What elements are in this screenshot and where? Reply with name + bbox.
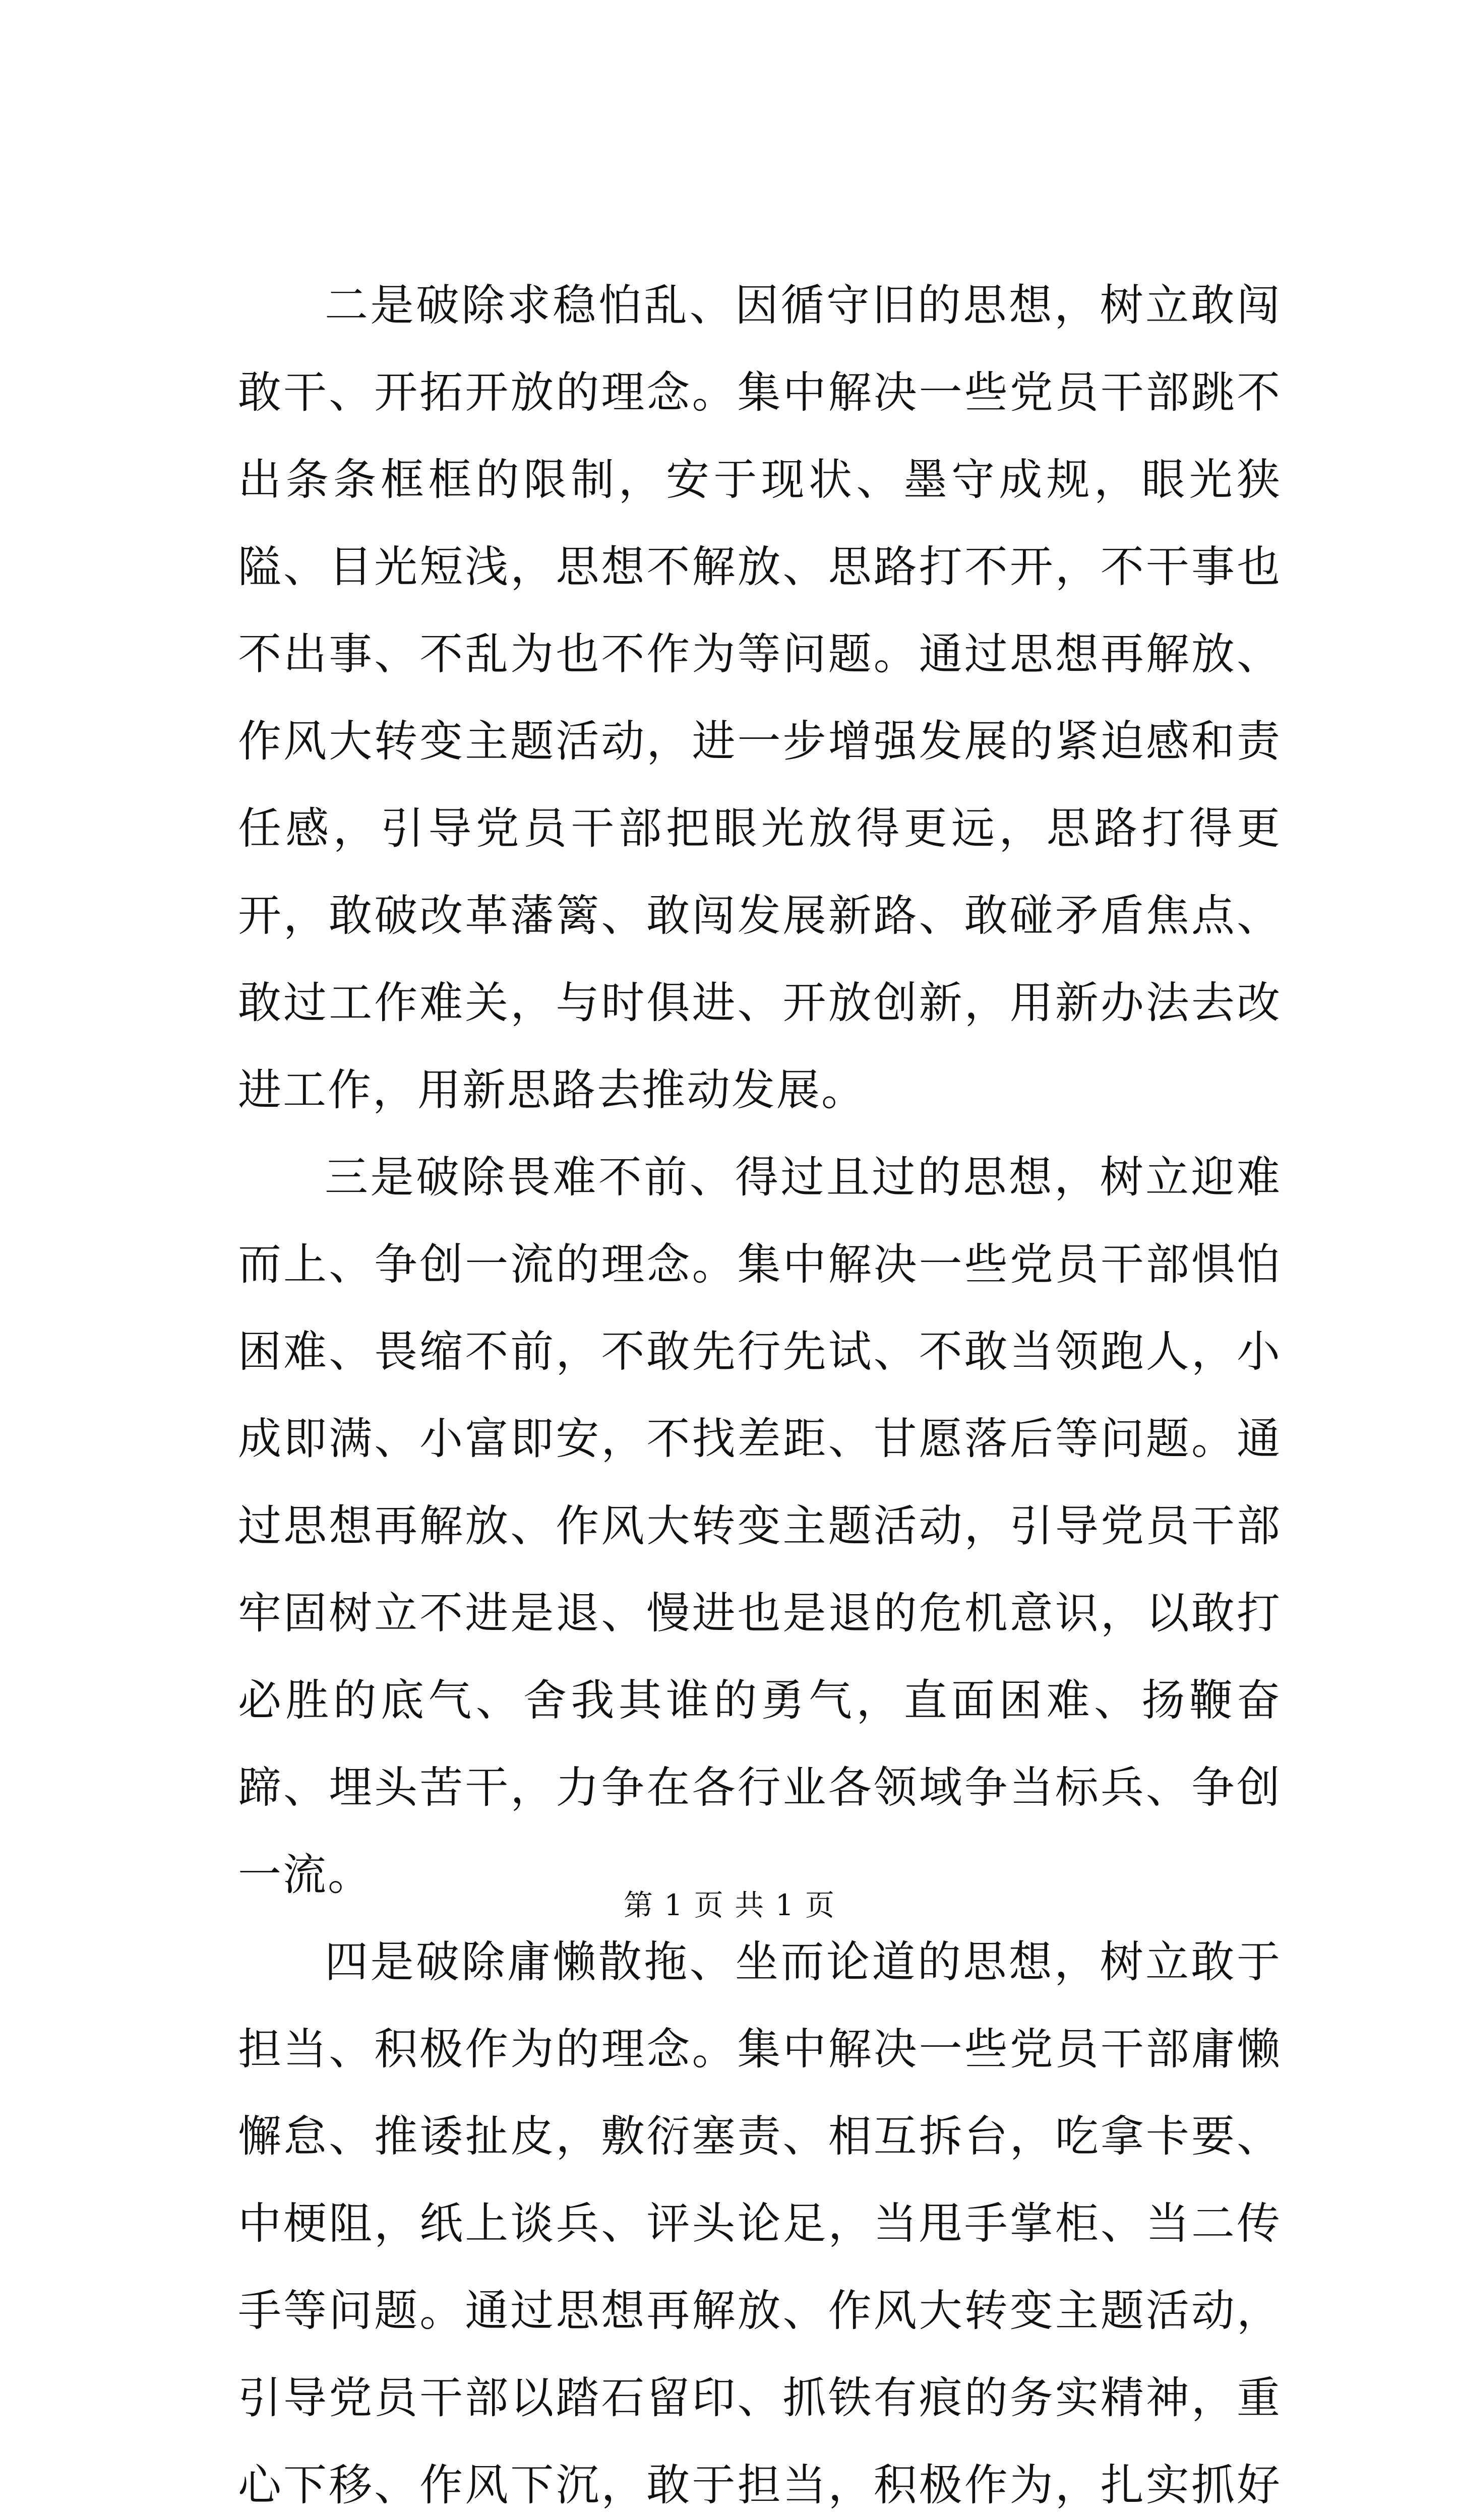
document-body [238,262,1282,2520]
paragraph-two: 二是破除求稳怕乱、因循守旧的思想，树立敢闯敢干、开拓开放的理念。集中解决一些党员干部跳不出条条框框的限制，安于现状、墨守成规，眼光狭隘、目光短浅，思想不解放、思路打不开，不干事也不出事、不乱为也不作为等问题。通过思想再解放、作风大转变主题活动，进一步增强发展的紧迫感和责任感，引导党员干部把眼光放得更远，思路打得更开，敢破改革藩篱、敢闯发展新路、敢碰矛盾焦点、敢过工作难关，与时俱进、开放创新，用新办法去改进工作，用新思路去推动发展。 [238,280,1282,1115]
page-number-footer: 第 1 页 共 1 页 [624,1888,835,1922]
paragraph-three: 三是破除畏难不前、得过且过的思想，树立迎难而上、争创一流的理念。集中解决一些党员干部惧怕困难、畏缩不前，不敢先行先试、不敢当领跑人，小成即满、小富即安，不找差距、甘愿落后等问题。通过思想再解放、作风大转变主题活动，引导党员干部牢固树立不进是退、慢进也是退的危机意识，以敢打必胜的底气、舍我其谁的勇气，直面困难、扬鞭奋蹄、埋头苦干，力争在各行业各领域争当标兵、争创一流。 [238,1152,1282,1900]
paragraph-four: 四是破除庸懒散拖、坐而论道的思想，树立敢于担当、积极作为的理念。集中解决一些党员干部庸懒懈怠、推诿扯皮，敷衍塞责、相互拆台，吃拿卡要、中梗阻，纸上谈兵、评头论足，当甩手掌柜、当二传手等问题。通过思想再解放、作风大转变主题活动，引导党员干部以踏石留印、抓铁有痕的务实精神，重心下移、作风下沉，敢于担当，积极作为，扎实抓好 [238,1937,1282,2510]
